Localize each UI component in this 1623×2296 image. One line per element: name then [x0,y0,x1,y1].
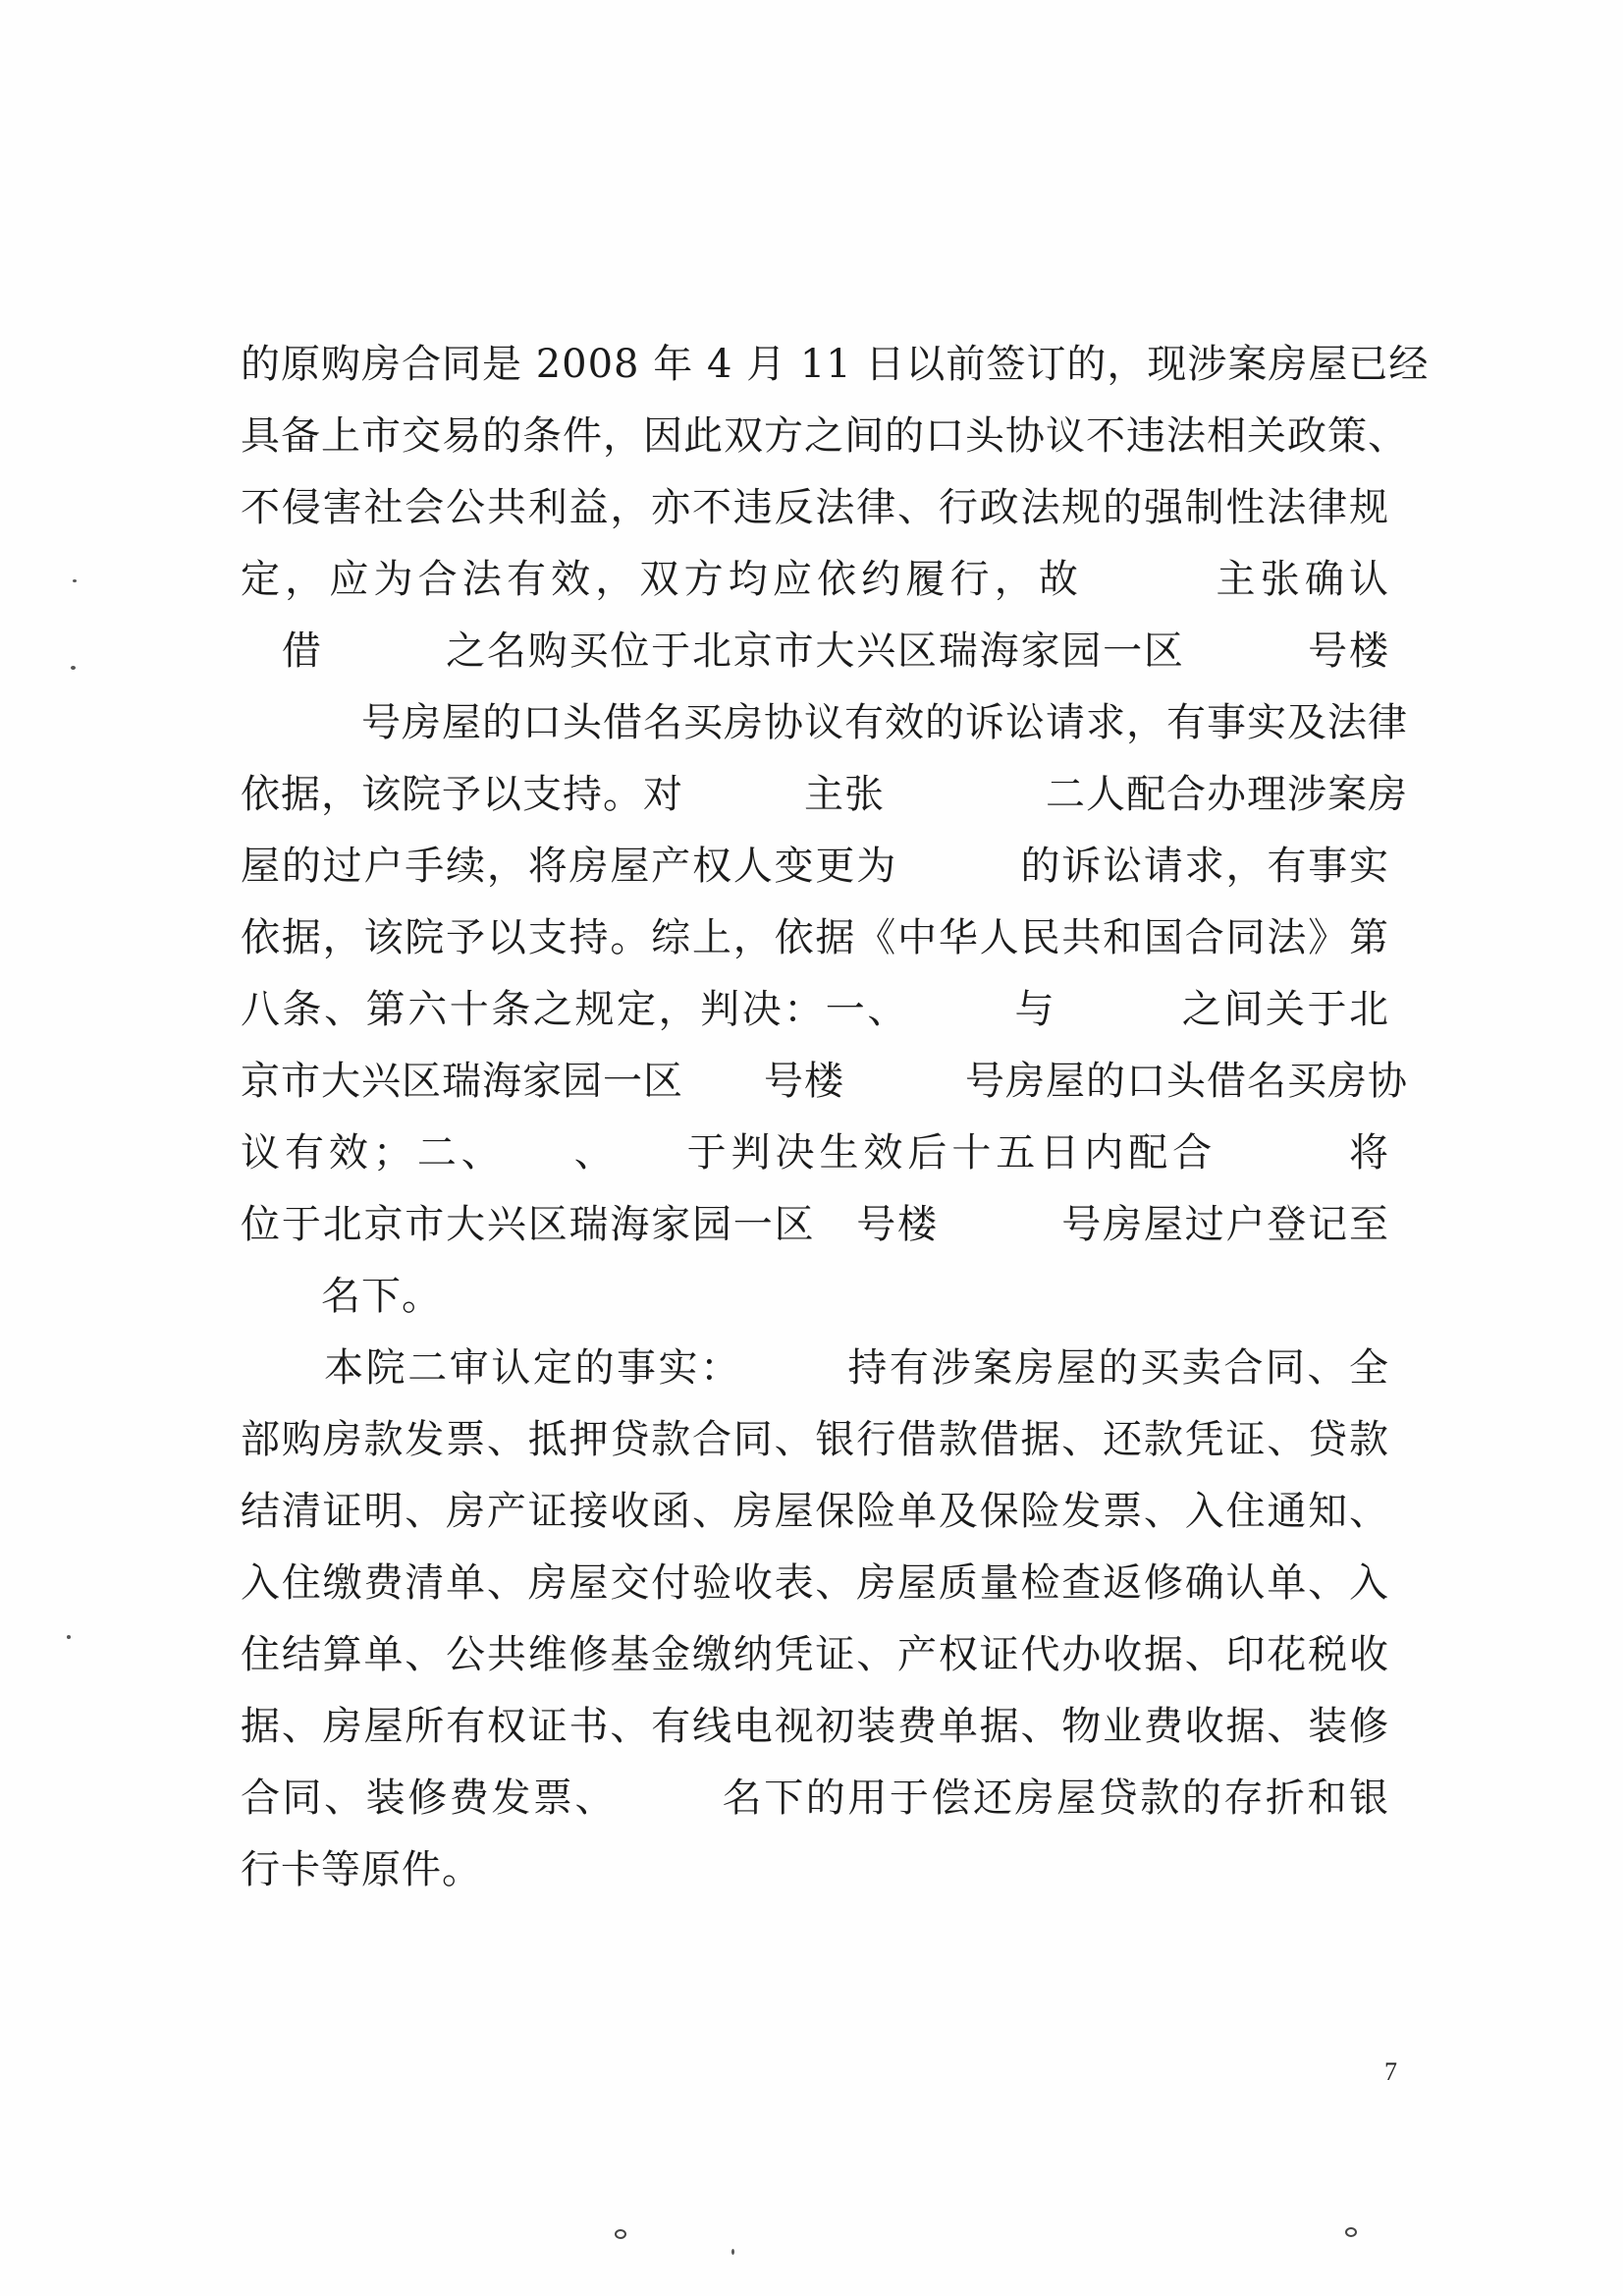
text-line: 部购房款发票、抵押贷款合同、银行借款借据、还款凭证、贷款 [241,1417,1389,1462]
text-line: 本院二审认定的事实： 持有涉案房屋的买卖合同、全 [241,1345,1389,1391]
text-line: 据、房屋所有权证书、有线电视初装费单据、物业费收据、装修 [241,1704,1389,1749]
text-line: 行卡等原件。 [241,1847,482,1892]
text-line: 议有效；二、 、 于判决生效后十五日内配合 将 [241,1130,1389,1175]
page-number: 7 [1384,2057,1397,2086]
text-line: 依据，该院予以支持。综上，依据《中华人民共和国合同法》第 [241,915,1389,960]
scan-mark [615,2229,626,2239]
text-line: 依据，该院予以支持。对 主张 二人配合办理涉案房 [241,772,1408,817]
text-line: 位于北京市大兴区瑞海家园一区 号楼 号房屋过户登记至 [241,1202,1389,1247]
scan-speck [71,666,76,670]
scan-mark [1345,2227,1357,2237]
text-line: 合同、装修费发票、 名下的用于偿还房屋贷款的存折和银 [241,1776,1389,1821]
text-line: 不侵害社会公共利益，亦不违反法律、行政法规的强制性法律规 [241,485,1389,530]
text-line: 结清证明、房产证接收函、房屋保险单及保险发票、入住通知、 [241,1489,1389,1534]
text-line: 八条、第六十条之规定，判决：一、 与 之间关于北 [241,987,1389,1032]
paragraph-2 [241,1333,1389,1906]
text-line: 京市大兴区瑞海家园一区 号楼 号房屋的口头借名买房协 [241,1059,1408,1104]
text-line: 的原购房合同是 2008 年 4 月 11 日以前签订的，现涉案房屋已经 [241,342,1430,387]
text-line: 定，应为合法有效，双方均应依约履行，故 主张确认 [241,557,1470,602]
text-line: 号房屋的口头借名买房协议有效的诉讼请求，有事实及法律 [241,700,1408,745]
text-line: 名下。 [241,1274,442,1319]
text-line: 屋的过户手续，将房屋产权人变更为 的诉讼请求，有事实 [241,844,1389,889]
scan-speck [67,1635,71,1639]
scan-speck [731,2249,734,2255]
text-line: 借 之名购买位于北京市大兴区瑞海家园一区 号楼 [241,629,1389,674]
text-line: 入住缴费清单、房屋交付验收表、房屋质量检查返修确认单、入 [241,1560,1389,1606]
text-line: 住结算单、公共维修基金缴纳凭证、产权证代办收据、印花税收 [241,1632,1389,1677]
body-text [241,329,1470,1906]
text-line: 具备上市交易的条件，因此双方之间的口头协议不违法相关政策、 [241,413,1408,459]
paragraph-1 [241,329,1470,1333]
scan-speck [73,579,77,582]
